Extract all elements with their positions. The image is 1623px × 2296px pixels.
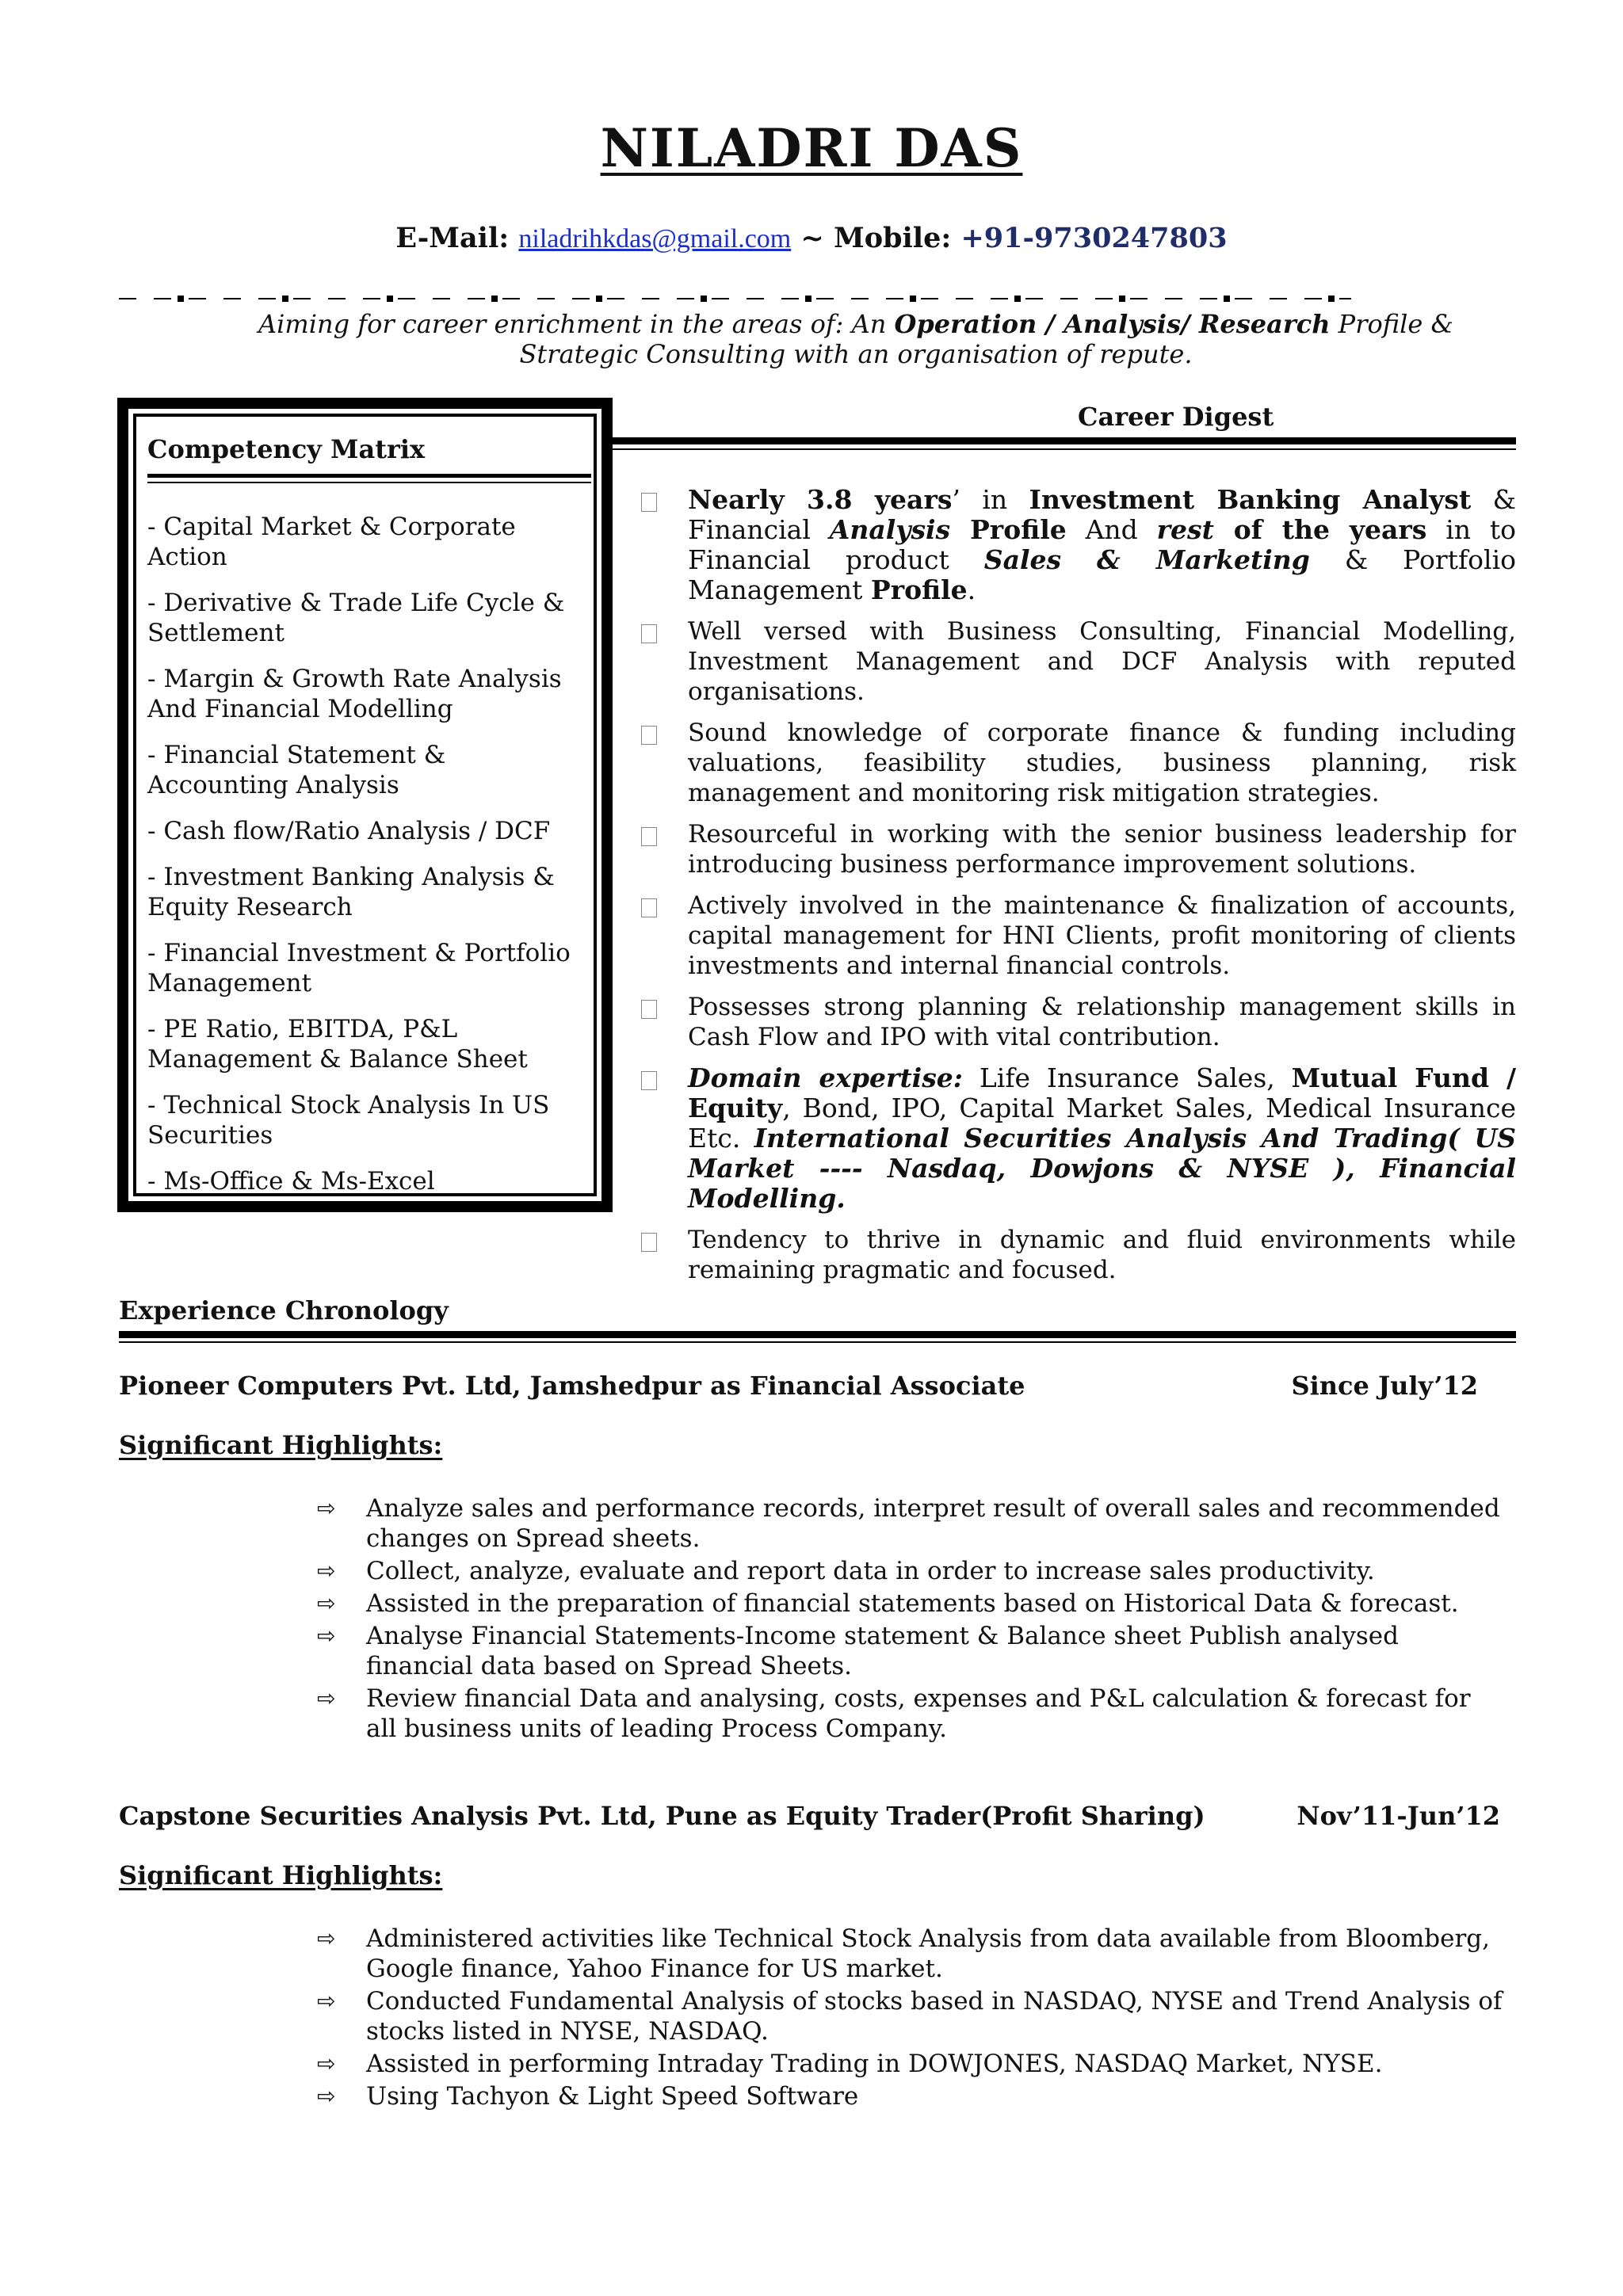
right-arrow-icon: ⇨ <box>317 1590 336 1616</box>
digest-item: Sound knowledge of corporate finance & funding including valuations, feasibility studies, business planning, risk management and monitoring risk mitigation strategies. <box>638 718 1516 808</box>
job-heading <box>119 1801 1500 1831</box>
competency-item: - Ms-Office & Ms-Excel <box>147 1167 435 1196</box>
contact-separator: ~ <box>791 222 834 254</box>
job-heading <box>119 1371 1494 1401</box>
divider <box>613 437 1516 444</box>
highlight-item: ⇨ Assisted in the preparation of financial statements based on Historical Data & forecast. <box>317 1589 1459 1618</box>
competency-item: - Investment Banking Analysis & Equity Research <box>147 863 555 921</box>
right-arrow-icon: ⇨ <box>317 1685 336 1711</box>
competency-item: - PE Ratio, EBITDA, P&L Management & Balance Sheet <box>147 1015 528 1074</box>
job-highlights <box>317 1493 1506 1746</box>
highlight-item: ⇨ Collect, analyze, evaluate and report data in order to increase sales productivity. <box>317 1557 1375 1585</box>
right-arrow-icon: ⇨ <box>317 1623 336 1649</box>
highlight-item: ⇨ Analyze sales and performance records, interpret result of overall sales and recommended changes on Spread sheets. <box>317 1494 1500 1553</box>
checkbox-bullet-icon <box>641 1071 657 1090</box>
experience-title: Experience Chronology <box>119 1295 449 1325</box>
checkbox-bullet-icon <box>641 898 657 917</box>
decorative-dash-rule <box>119 295 1351 303</box>
highlight-item: ⇨ Using Tachyon & Light Speed Software <box>317 2082 859 2111</box>
competency-item: - Financial Statement & Accounting Analysis <box>147 741 446 799</box>
right-arrow-icon: ⇨ <box>317 1925 336 1951</box>
divider <box>147 482 591 483</box>
competency-item: - Capital Market & Corporate Action <box>147 513 516 571</box>
highlight-item: ⇨ Review financial Data and analysing, costs, expenses and P&L calculation & forecast for all business units of leading Process Company. <box>317 1684 1471 1743</box>
right-arrow-icon: ⇨ <box>317 2050 336 2077</box>
digest-item: Actively involved in the maintenance & finalization of accounts, capital management for HNI Clients, profit monitoring of clients investments and internal financial controls. <box>638 891 1516 981</box>
competency-item: - Margin & Growth Rate Analysis And Financial Modelling <box>147 665 562 723</box>
checkbox-bullet-icon <box>641 624 657 643</box>
competency-item: - Cash flow/Ratio Analysis / DCF <box>147 817 551 845</box>
checkbox-bullet-icon <box>641 1233 657 1252</box>
career-digest-list <box>638 485 1516 1296</box>
mobile-label: Mobile: <box>833 222 961 254</box>
divider <box>613 448 1516 450</box>
job-highlights <box>317 1924 1506 2114</box>
competency-matrix-title: Competency Matrix <box>147 434 426 464</box>
right-arrow-icon: ⇨ <box>317 1495 336 1521</box>
job-period: Since July’12 <box>1291 1371 1478 1401</box>
career-digest-title: Career Digest <box>1078 402 1274 432</box>
highlights-label: Significant Highlights: <box>119 1430 443 1460</box>
job-title: Pioneer Computers Pvt. Ltd, Jamshedpur as Financial Associate <box>119 1371 1025 1401</box>
divider <box>119 1341 1516 1343</box>
email-label: E-Mail: <box>395 222 519 254</box>
highlights-label: Significant Highlights: <box>119 1860 443 1890</box>
digest-item: Resourceful in working with the senior business leadership for introducing business performance improvement solutions. <box>638 819 1516 879</box>
checkbox-bullet-icon <box>641 827 657 846</box>
candidate-name: NILADRI DAS <box>600 117 1023 179</box>
right-arrow-icon: ⇨ <box>317 1988 336 2014</box>
competency-matrix-box <box>117 398 613 1212</box>
digest-item: Possesses strong planning & relationship management skills in Cash Flow and IPO with vital contribution. <box>638 992 1516 1052</box>
digest-item: Nearly 3.8 years’ in Investment Banking Analyst & Financial Analysis Profile And rest of the years in to Financial product Sales & Marketing & Portfolio Management Profile. <box>638 485 1516 605</box>
highlight-item: ⇨ Assisted in performing Intraday Trading in DOWJONES, NASDAQ Market, NYSE. <box>317 2050 1383 2078</box>
divider <box>119 1331 1516 1338</box>
highlight-item: ⇨ Analyse Financial Statements-Income statement & Balance sheet Publish analysed financial data based on Spread Sheets. <box>317 1622 1399 1680</box>
highlight-item: ⇨ Administered activities like Technical Stock Analysis from data available from Bloomberg, Google finance, Yahoo Finance for US market. <box>317 1924 1490 1983</box>
digest-item: Tendency to thrive in dynamic and fluid environments while remaining pragmatic and focused. <box>638 1225 1516 1285</box>
checkbox-bullet-icon <box>641 1000 657 1019</box>
checkbox-bullet-icon <box>641 726 657 745</box>
digest-item: Well versed with Business Consulting, Financial Modelling, Investment Management and DCF Analysis with reputed organisations. <box>638 616 1516 707</box>
digest-item-domain: Domain expertise: Life Insurance Sales, Mutual Fund / Equity, Bond, IPO, Capital Market Sales, Medical Insurance Etc. International Securities Analysis And Trading( US Market ---- Nasdaq, Dowjons & NYSE ), Financial Modelling. <box>638 1063 1516 1214</box>
right-arrow-icon: ⇨ <box>317 2083 336 2109</box>
email-link[interactable]: niladrihkdas@gmail.com <box>518 224 792 254</box>
right-arrow-icon: ⇨ <box>317 1558 336 1584</box>
objective-statement: Aiming for career enrichment in the areas of: An Operation / Analysis/ Research Profile & Strategic Consulting with an organisation of repute. <box>258 309 1453 369</box>
competency-item: - Derivative & Trade Life Cycle & Settlement <box>147 589 565 647</box>
competency-item: - Financial Investment & Portfolio Management <box>147 939 571 997</box>
mobile-number: +91-9730247803 <box>960 222 1228 254</box>
competency-list <box>147 512 591 1212</box>
checkbox-bullet-icon <box>641 493 657 512</box>
divider <box>147 474 591 478</box>
contact-line <box>0 222 1623 254</box>
competency-item: - Technical Stock Analysis In US Securities <box>147 1091 550 1150</box>
highlight-item: ⇨ Conducted Fundamental Analysis of stocks based in NASDAQ, NYSE and Trend Analysis of stocks listed in NYSE, NASDAQ. <box>317 1987 1503 2046</box>
job-period: Nov’11-Jun’12 <box>1296 1801 1500 1831</box>
job-title: Capstone Securities Analysis Pvt. Ltd, Pune as Equity Trader(Profit Sharing) <box>119 1801 1205 1831</box>
